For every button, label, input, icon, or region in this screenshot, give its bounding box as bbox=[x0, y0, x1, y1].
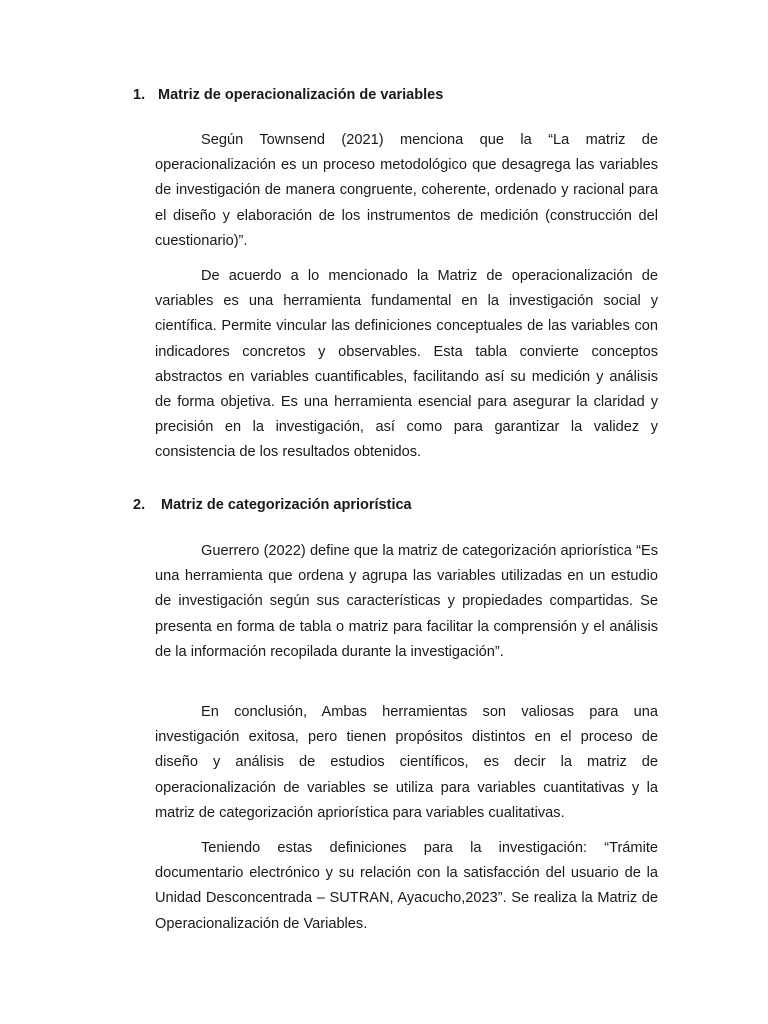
section-heading-2 bbox=[133, 496, 412, 514]
section-number-2: 2. bbox=[133, 497, 146, 513]
paragraph-conclusion: En conclusión, Ambas herramientas son valiosas para una investigación exitosa, pero tienen propósitos distintos en el proceso de diseño y análisis de estudios científicos, es decir la matriz de operacionalización de variables se utiliza para variables cuantitativas y la matriz de categorización apriorística para variables cualitativas. bbox=[155, 704, 658, 821]
paragraph-research-title: Teniendo estas definiciones para la investigación: “Trámite documentario electrónico y su relación con la satisfacción del usuario de la Unidad Desconcentrada – SUTRAN, Ayacucho,2023”. Se realiza la Matriz de Operacionalización de Variables. bbox=[155, 840, 658, 932]
paragraph-townsend-quote: Según Townsend (2021) menciona que la “La matriz de operacionalización es un proceso metodológico que desagrega las variables de investigación de manera congruente, coherente, ordenado y racional para el diseño y elaboración de los instrumentos de medición (construcción del cuestionario)”. bbox=[155, 132, 658, 249]
section-number-1: 1. bbox=[133, 87, 146, 103]
paragraph-guerrero-quote: Guerrero (2022) define que la matriz de categorización apriorística “Es una herramienta que ordena y agrupa las variables utilizadas en un estudio de investigación según sus características y propiedades compartidas. Se presenta en forma de tabla o matriz para facilitar la comprensión y el análisis de la información recopilada durante la investigación”. bbox=[155, 543, 658, 660]
paragraph-operationalization-description: De acuerdo a lo mencionado la Matriz de operacionalización de variables es una herramienta fundamental en la investigación social y científica. Permite vincular las definiciones conceptuales de las variables con indicadores concretos y observables. Esta tabla convierte conceptos abstractos en variables cuantificables, facilitando así su medición y análisis de forma objetiva. Es una herramienta esencial para asegurar la claridad y precisión en la investigación, así como para garantizar la validez y consistencia de los resultados obtenidos. bbox=[155, 268, 658, 461]
section-title-1: Matriz de operacionalización de variables bbox=[158, 87, 444, 103]
section-heading-1 bbox=[133, 86, 443, 104]
section-title-2: Matriz de categorización apriorística bbox=[161, 497, 412, 513]
